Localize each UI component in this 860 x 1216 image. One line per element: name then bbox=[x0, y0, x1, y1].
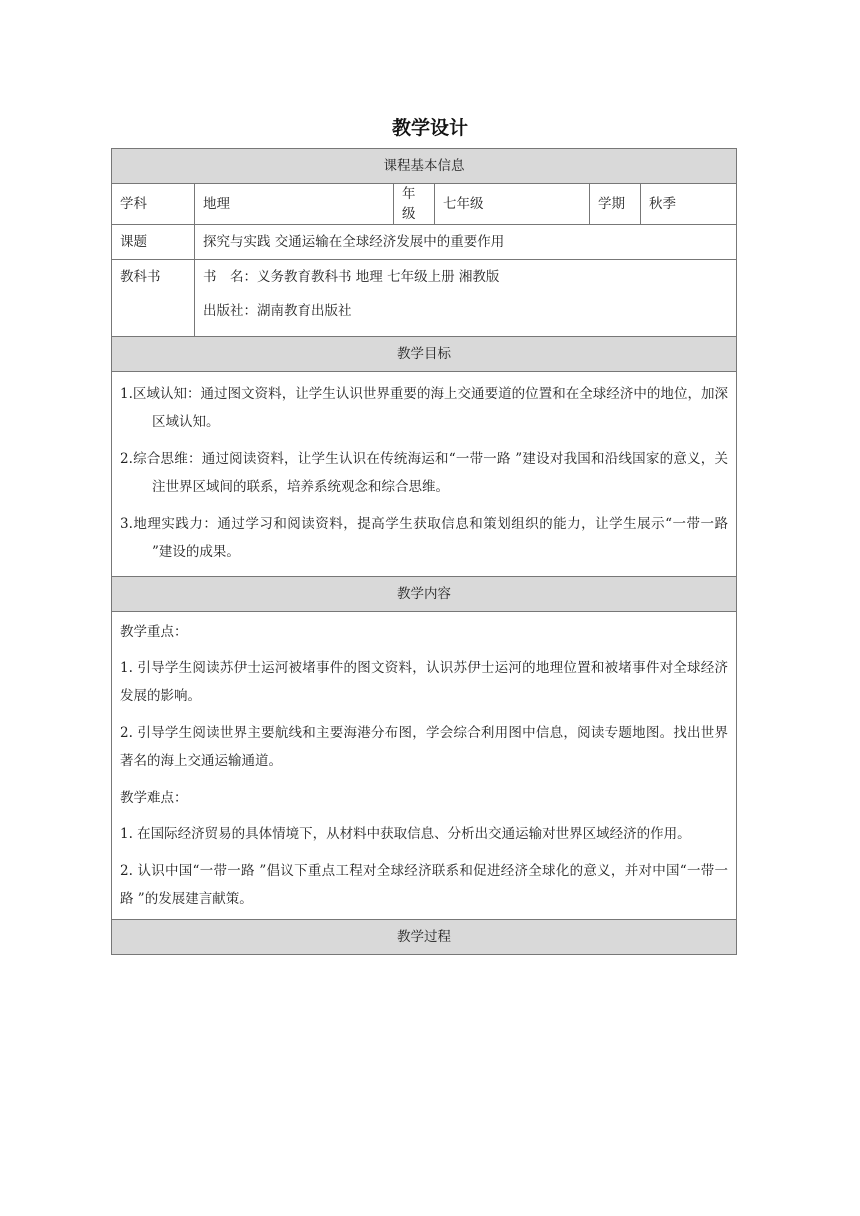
lesson-plan-table bbox=[111, 148, 737, 955]
key-point-item: 1. 引导学生阅读苏伊士运河被堵事件的图文资料，认识苏伊士运河的地理位置和被堵事件对全球经济发展的影响。 bbox=[120, 660, 729, 704]
content-header: 教学内容 bbox=[112, 577, 737, 612]
document-title: 教学设计 bbox=[391, 117, 468, 139]
content-row bbox=[112, 612, 737, 920]
objectives-list bbox=[112, 372, 737, 577]
grade-label: 年级 bbox=[394, 184, 435, 225]
objectives-row bbox=[112, 372, 737, 577]
grade-value: 七年级 bbox=[435, 184, 590, 225]
subject-value: 地理 bbox=[195, 184, 394, 225]
textbook-value bbox=[195, 260, 737, 337]
objectives-header: 教学目标 bbox=[112, 337, 737, 372]
topic-value: 探究与实践 交通运输在全球经济发展中的重要作用 bbox=[195, 225, 737, 260]
subject-row bbox=[112, 184, 737, 225]
term-label: 学期 bbox=[590, 184, 641, 225]
difficulty-item: 2. 认识中国“一带一路 ”倡议下重点工程对全球经济联系和促进经济全球化的意义，并对中国“一带一路 ”的发展建言献策。 bbox=[120, 863, 729, 907]
objectives-header-row bbox=[112, 337, 737, 372]
topic-row bbox=[112, 225, 737, 260]
content-body bbox=[112, 612, 737, 920]
key-points-label: 教学重点： bbox=[120, 624, 188, 640]
textbook-name-line: 书 名：义务教育教科书 地理 七年级上册 湘教版 bbox=[203, 269, 500, 285]
textbook-label: 教科书 bbox=[112, 260, 195, 337]
term-value: 秋季 bbox=[641, 184, 737, 225]
textbook-publisher-line: 出版社：湖南教育出版社 bbox=[203, 303, 352, 319]
process-header: 教学过程 bbox=[112, 920, 737, 955]
difficulty-item: 1. 在国际经济贸易的具体情境下，从材料中获取信息、分析出交通运输对世界区域经济的作用。 bbox=[120, 826, 691, 842]
key-point-item: 2. 引导学生阅读世界主要航线和主要海港分布图，学会综合利用图中信息，阅读专题地图。找出世界著名的海上交通运输通道。 bbox=[120, 725, 729, 769]
process-header-row bbox=[112, 920, 737, 955]
objective-item: 2.综合思维：通过阅读资料，让学生认识在传统海运和“一带一路 ”建设对我国和沿线国家的意义，关注世界区域间的联系，培养系统观念和综合思维。 bbox=[120, 451, 729, 495]
objective-item: 1.区域认知：通过图文资料，让学生认识世界重要的海上交通要道的位置和在全球经济中的地位，加深区域认知。 bbox=[120, 386, 729, 430]
topic-label: 课题 bbox=[112, 225, 195, 260]
objective-item: 3.地理实践力：通过学习和阅读资料，提高学生获取信息和策划组织的能力，让学生展示“一带一路 ”建设的成果。 bbox=[120, 516, 729, 560]
content-header-row bbox=[112, 577, 737, 612]
difficulties-label: 教学难点： bbox=[120, 790, 188, 806]
textbook-row bbox=[112, 260, 737, 337]
basic-info-header-row bbox=[112, 149, 737, 184]
basic-info-header: 课程基本信息 bbox=[112, 149, 737, 184]
subject-label: 学科 bbox=[112, 184, 195, 225]
